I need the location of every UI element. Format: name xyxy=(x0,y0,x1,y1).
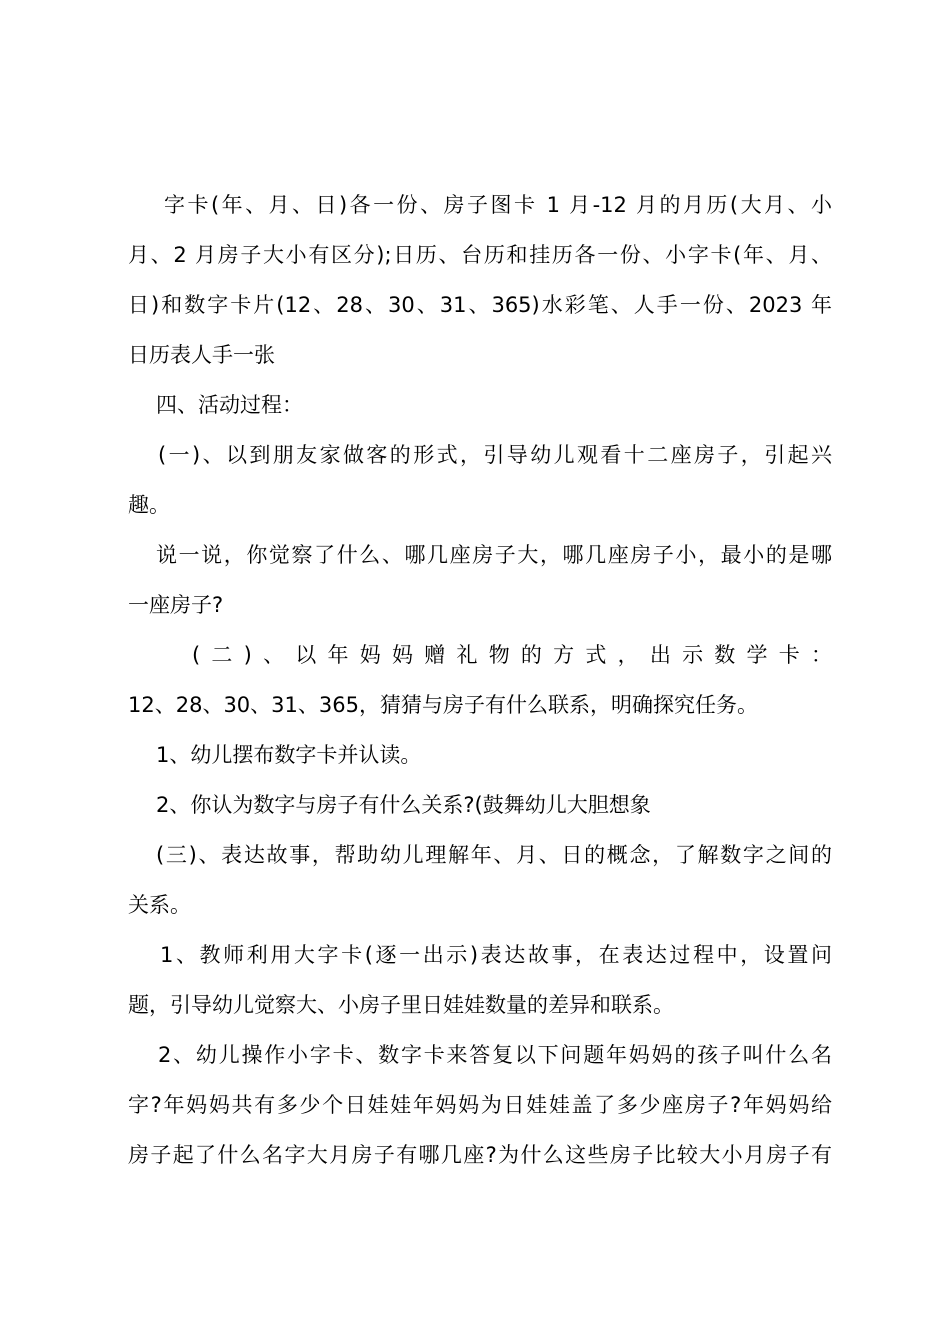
step-one-paragraph xyxy=(128,430,832,530)
text-line: 2、幼儿操作小字卡、数字卡来答复以下问题年妈妈的孩子叫什么名 xyxy=(158,1043,832,1067)
text-line: 字卡(年、月、日)各一份、房子图卡 1 月-12 月的月历(大月、小 xyxy=(164,193,832,217)
step-three-paragraph xyxy=(128,830,832,930)
text-line: 月、2 月房子大小有区分);日历、台历和挂历各一份、小字卡(年、月、 xyxy=(128,243,832,267)
list-item xyxy=(128,730,832,780)
text-line: 1、幼儿摆布数字卡并认读。 xyxy=(156,743,422,767)
heading-text: 四、活动过程： xyxy=(156,393,303,417)
step-two-paragraph xyxy=(128,630,832,730)
text-line: 题，引导幼儿觉察大、小房子里日娃娃数量的差异和联系。 xyxy=(128,993,674,1017)
list-item xyxy=(128,930,832,1030)
text-line: 说一说，你觉察了什么、哪几座房子大，哪几座房子小，最小的是哪 xyxy=(156,543,832,567)
text-line: 日历表人手一张 xyxy=(128,343,275,367)
text-line: 12、28、30、31、365，猜猜与房子有什么联系，明确探究任务。 xyxy=(128,693,758,717)
text-line: (二)、以年妈妈赠礼物的方式，出示数学卡： xyxy=(192,643,832,667)
text-line: 日)和数字卡片(12、28、30、31、365)水彩笔、人手一份、2023 年 xyxy=(128,293,832,317)
materials-paragraph xyxy=(128,180,832,380)
list-item xyxy=(128,780,832,830)
discussion-paragraph xyxy=(128,530,832,630)
list-item xyxy=(128,1030,832,1180)
section-heading-activity-process xyxy=(128,380,832,430)
text-line: 字?年妈妈共有多少个日娃娃年妈妈为日娃娃盖了多少座房子?年妈妈给 xyxy=(128,1093,832,1117)
text-line: 一座房子? xyxy=(128,593,224,617)
text-line: 2、你认为数字与房子有什么关系?(鼓舞幼儿大胆想象 xyxy=(156,793,651,817)
text-line: 趣。 xyxy=(128,493,170,517)
text-line: (一)、以到朋友家做客的形式，引导幼儿观看十二座房子，引起兴 xyxy=(158,443,832,467)
text-line: 关系。 xyxy=(128,893,191,917)
text-line: 房子起了什么名字大月房子有哪几座?为什么这些房子比较大小月房子有 xyxy=(128,1143,832,1167)
text-line: (三)、表达故事，帮助幼儿理解年、月、日的概念，了解数字之间的 xyxy=(156,843,832,867)
text-line: 1、教师利用大字卡(逐一出示)表达故事，在表达过程中，设置问 xyxy=(160,943,832,967)
